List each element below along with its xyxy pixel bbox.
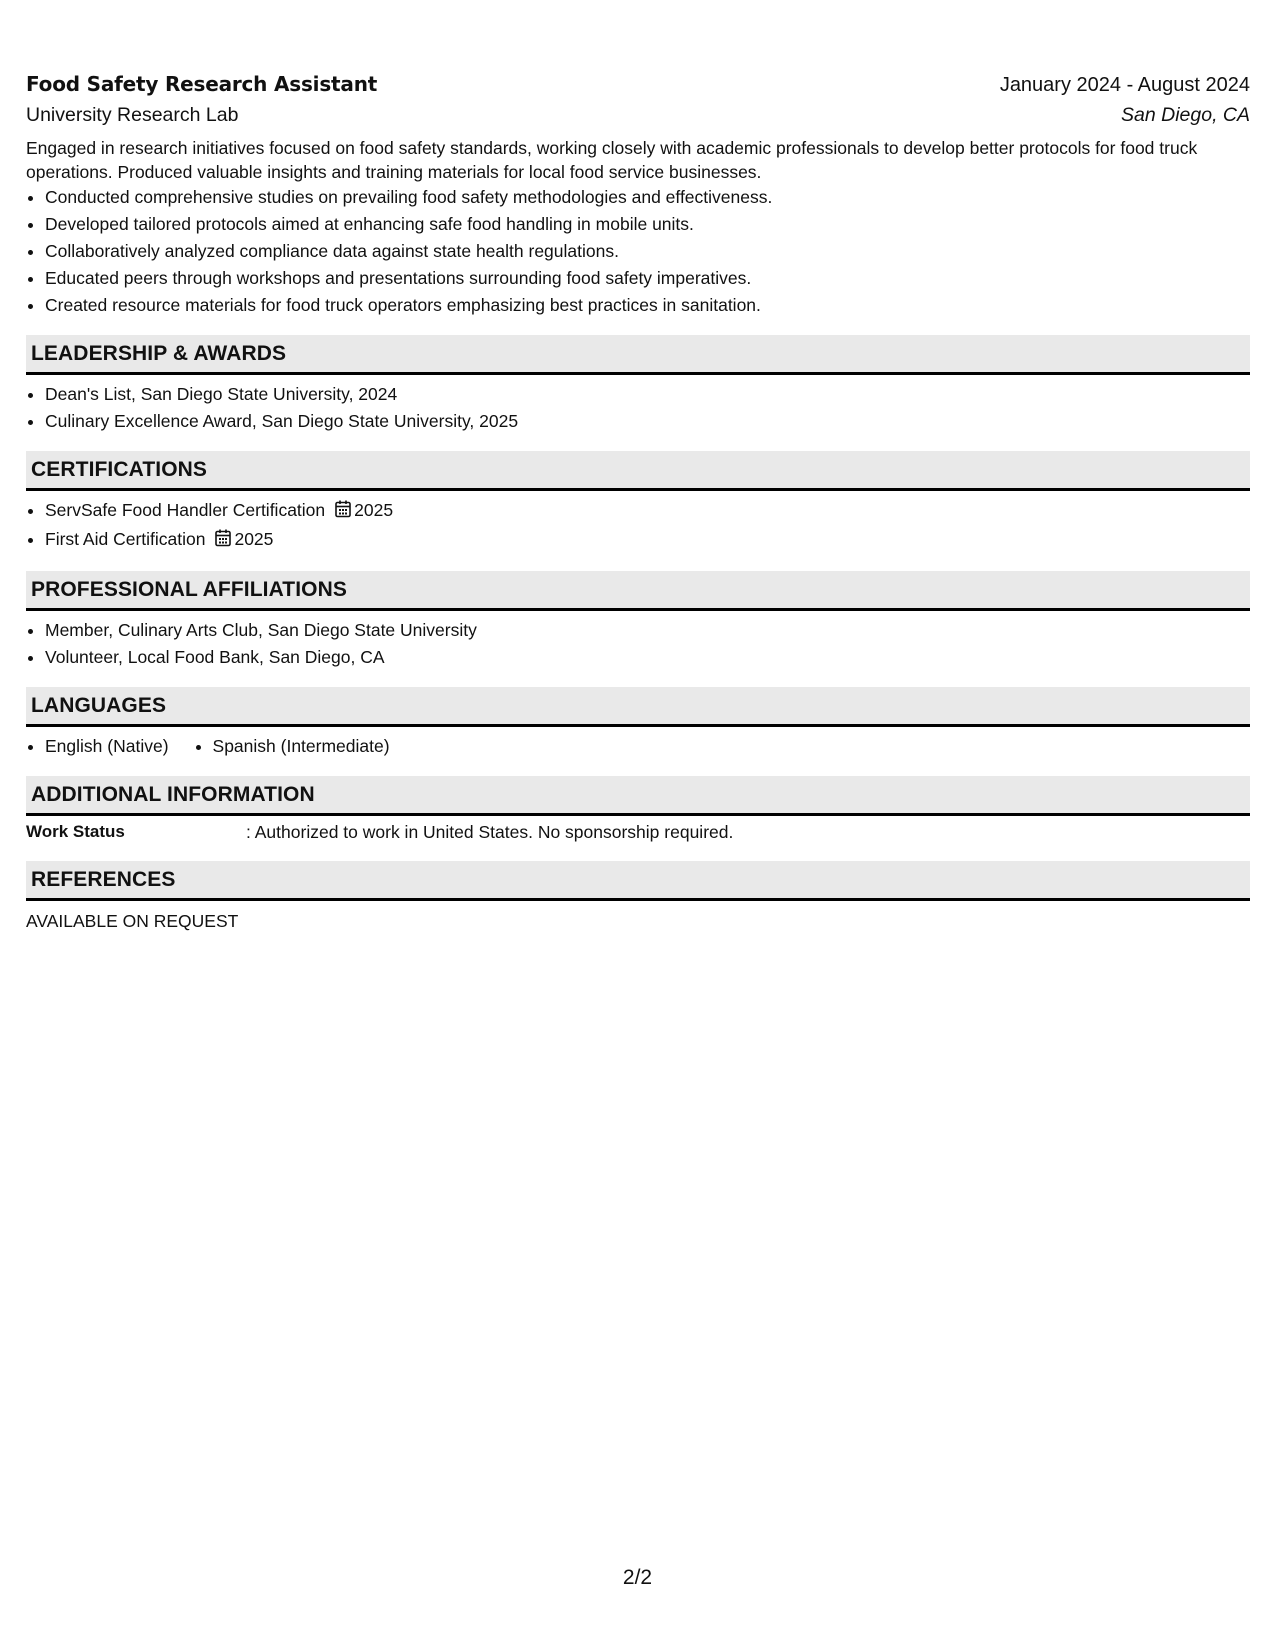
- section-references: [26, 861, 1250, 932]
- affiliations-list: [26, 617, 1250, 671]
- list-item: [45, 526, 1250, 555]
- list-item: • Spanish (Intermediate): [213, 733, 390, 760]
- leadership-list: [26, 381, 1250, 435]
- job-subheader: [26, 104, 1250, 127]
- list-item: • Educated peers through workshops and presentations surrounding food safety imperatives.: [45, 265, 1250, 292]
- section-certifications: [26, 451, 1250, 555]
- references-text: AVAILABLE ON REQUEST: [26, 911, 239, 931]
- section-affiliations: [26, 571, 1250, 671]
- section-heading: PROFESSIONAL AFFILIATIONS: [26, 571, 1250, 611]
- job-dates: January 2024 - August 2024: [999, 74, 1250, 96]
- list-item: • Dean's List, San Diego State University, 2024: [45, 381, 1250, 408]
- certification-name: ServSafe Food Handler Certification: [45, 500, 326, 520]
- section-leadership: [26, 335, 1250, 435]
- certification-name: First Aid Certification: [45, 529, 206, 549]
- list-item: • Developed tailored protocols aimed at enhancing safe food handling in mobile units.: [45, 211, 1250, 238]
- job-summary: Engaged in research initiatives focused on food safety standards, working closely with academic professionals to develop better protocols for food truck operations. Produced valuable insights and training materials for local food service businesses.: [26, 138, 1198, 182]
- list-item: • English (Native): [45, 733, 169, 760]
- work-status-row: [26, 816, 1250, 845]
- job-bullet-list: [26, 184, 1250, 319]
- calendar-icon: [335, 499, 351, 526]
- job-organization: University Research Lab: [26, 104, 239, 126]
- certification-year: 2025: [354, 500, 394, 520]
- experience-entry: [26, 72, 1250, 319]
- section-languages: [26, 687, 1250, 760]
- resume-page: [26, 72, 1250, 932]
- page-number: 2/2: [622, 1566, 653, 1589]
- list-item: • Member, Culinary Arts Club, San Diego State University: [45, 617, 1250, 644]
- certification-year: 2025: [234, 529, 274, 549]
- calendar-icon: [215, 528, 231, 555]
- section-additional-information: [26, 776, 1250, 845]
- list-item: • Collaboratively analyzed compliance data against state health regulations.: [45, 238, 1250, 265]
- languages-list: [26, 733, 1250, 760]
- list-item: • Culinary Excellence Award, San Diego State University, 2025: [45, 408, 1250, 435]
- work-status-label: Work Status: [26, 822, 125, 841]
- section-heading: ADDITIONAL INFORMATION: [26, 776, 1250, 816]
- section-heading: CERTIFICATIONS: [26, 451, 1250, 491]
- section-heading: REFERENCES: [26, 861, 1250, 901]
- job-title: Food Safety Research Assistant: [26, 72, 378, 96]
- section-heading: LANGUAGES: [26, 687, 1250, 727]
- list-item: • Conducted comprehensive studies on prevailing food safety methodologies and effectiveness.: [45, 184, 1250, 211]
- work-status-value: : Authorized to work in United States. No sponsorship required.: [246, 822, 734, 842]
- list-item: [45, 497, 1250, 526]
- job-location: San Diego, CA: [1121, 104, 1250, 126]
- list-item: • Volunteer, Local Food Bank, San Diego, CA: [45, 644, 1250, 671]
- certifications-list: [26, 497, 1250, 555]
- list-item: • Created resource materials for food truck operators emphasizing best practices in sanitation.: [45, 292, 1250, 319]
- section-heading: LEADERSHIP & AWARDS: [26, 335, 1250, 375]
- job-header: [26, 72, 1250, 97]
